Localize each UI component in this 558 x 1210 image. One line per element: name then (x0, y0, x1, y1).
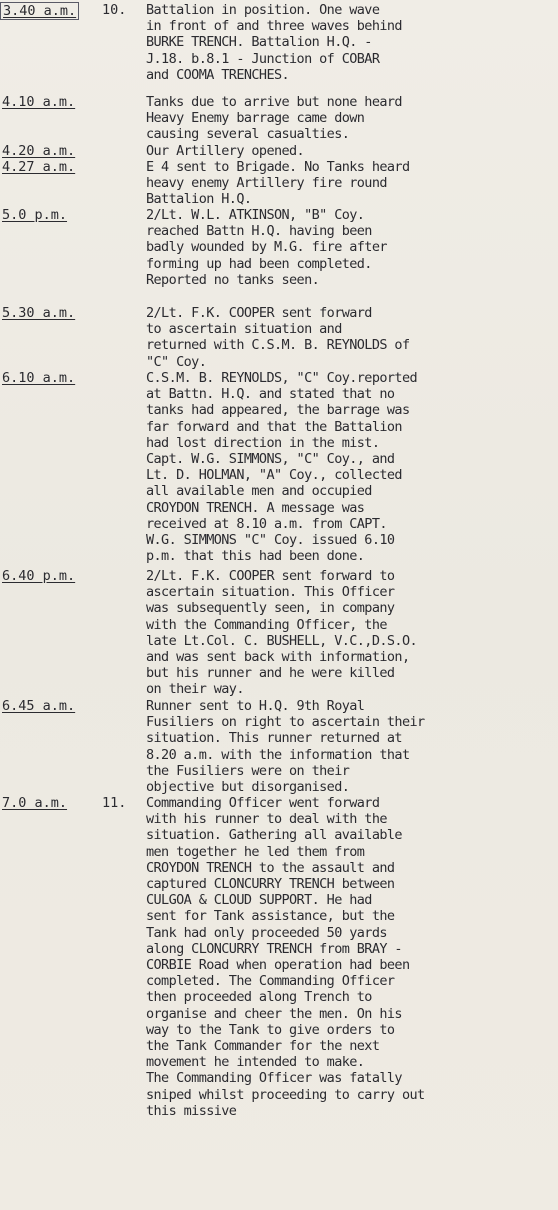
entry-line: to ascertain situation and (146, 321, 342, 338)
entry-line: badly wounded by M.G. fire after (146, 239, 387, 256)
entry-line: Reported no tanks seen. (146, 271, 320, 288)
entry-text (146, 370, 556, 564)
entry-line: ascertain situation. This Officer (146, 584, 395, 601)
entry-line: far forward and that the Battalion (146, 418, 402, 435)
entry-line: on their way. (146, 681, 244, 698)
entry-line: causing several casualties. (146, 126, 350, 143)
entry-line: along CLONCURRY TRENCH from BRAY - (146, 940, 402, 957)
entry-line: CULGOA & CLOUD SUPPORT. He had (146, 892, 372, 909)
entry-line: BURKE TRENCH. Battalion H.Q. - (146, 34, 372, 51)
entry-time: 4.27 a.m. (2, 159, 76, 175)
entry-time: 6.45 a.m. (2, 698, 76, 714)
entry-line: was subsequently seen, in company (146, 600, 395, 617)
entry-line: Tank had only proceeded 50 yards (146, 924, 387, 941)
entry-line: CROYDON TRENCH to the assault and (146, 859, 395, 876)
entry-text (146, 2, 556, 83)
entry-time: 3.40 a.m. (0, 2, 79, 20)
entry-line: received at 8.10 a.m. from CAPT. (146, 515, 387, 532)
entry-time: 6.40 p.m. (2, 568, 76, 584)
entry-line: forming up had been completed. (146, 255, 372, 272)
entry-line: tanks had appeared, the barrage was (146, 402, 410, 419)
entry-text (146, 143, 556, 159)
entry-line: Capt. W.G. SIMMONS, "C" Coy., and (146, 451, 395, 468)
entry-line: J.18. b.8.1 - Junction of COBAR (146, 50, 380, 67)
entry-line: W.G. SIMMONS "C" Coy. issued 6.10 (146, 532, 395, 549)
entry-line: CROYDON TRENCH. A message was (146, 499, 365, 516)
entry-text (146, 159, 556, 208)
entry-line: sniped whilst proceeding to carry out (146, 1086, 425, 1103)
entry-line: CORBIE Road when operation had been (146, 957, 410, 974)
entry-line: and was sent back with information, (146, 649, 410, 666)
entry-line: situation. Gathering all available (146, 827, 402, 844)
entry-line: but his runner and he were killed (146, 665, 395, 682)
entry-line: men together he led them from (146, 843, 365, 860)
entry-line: the Tank Commander for the next (146, 1038, 380, 1055)
entry-line: this missive (146, 1102, 237, 1119)
entry-time: 5.30 a.m. (2, 305, 76, 321)
entry-line: then proceeded along Trench to (146, 989, 372, 1006)
entry-line: objective but disorganised. (146, 779, 350, 796)
entry-line: and COOMA TRENCHES. (146, 66, 290, 83)
entry-line: Heavy Enemy barrage came down (146, 110, 365, 127)
entry-line: organise and cheer the men. On his (146, 1005, 402, 1022)
entry-line: returned with C.S.M. B. REYNOLDS of (146, 337, 410, 354)
entry-text (146, 698, 556, 795)
entry-line: in front of and three waves behind (146, 18, 402, 35)
entry-line: at Battn. H.Q. and stated that no (146, 386, 395, 403)
entry-line: E 4 sent to Brigade. No Tanks heard (146, 159, 410, 175)
entry-line: The Commanding Officer was fatally (146, 1070, 402, 1087)
entry-time: 4.10 a.m. (2, 94, 76, 110)
entry-line: had lost direction in the mist. (146, 434, 380, 451)
entry-line: "C" Coy. (146, 353, 207, 370)
entry-line: with the Commanding Officer, the (146, 616, 387, 633)
entry-line: Battalion H.Q. (146, 191, 252, 208)
entry-line: 2/Lt. F.K. COOPER sent forward to (146, 568, 395, 584)
entry-line: 8.20 a.m. with the information that (146, 746, 410, 763)
entry-line: Fusiliers on right to ascertain their (146, 714, 425, 731)
entry-line: Tanks due to arrive but none heard (146, 94, 402, 110)
entry-line: completed. The Commanding Officer (146, 973, 395, 990)
entry-line: C.S.M. B. REYNOLDS, "C" Coy.reported (146, 370, 417, 386)
entry-line: Commanding Officer went forward (146, 795, 380, 811)
entry-line: Lt. D. HOLMAN, "A" Coy., collected (146, 467, 402, 484)
entry-line: heavy enemy Artillery fire round (146, 175, 387, 192)
entry-line: 2/Lt. W.L. ATKINSON, "B" Coy. (146, 207, 365, 223)
entry-line: 2/Lt. F.K. COOPER sent forward (146, 305, 372, 321)
entry-line: situation. This runner returned at (146, 730, 402, 747)
entry-text (146, 207, 556, 288)
entry-line: reached Battn H.Q. having been (146, 223, 372, 240)
entry-line: Our Artillery opened. (146, 143, 305, 159)
entry-text (146, 94, 556, 143)
entry-line: with his runner to deal with the (146, 811, 387, 828)
entry-line: captured CLONCURRY TRENCH between (146, 876, 395, 893)
entry-line: movement he intended to make. (146, 1054, 365, 1071)
entry-line: all available men and occupied (146, 483, 372, 500)
entry-line: Battalion in position. One wave (146, 2, 380, 18)
entry-text (146, 795, 556, 1119)
entry-text (146, 568, 556, 698)
entry-time: 5.0 p.m. (2, 207, 68, 223)
entry-number: 10. (102, 2, 127, 18)
entry-line: way to the Tank to give orders to (146, 1021, 395, 1038)
entry-line: Runner sent to H.Q. 9th Royal (146, 698, 365, 714)
entry-time: 7.0 a.m. (2, 795, 68, 811)
entry-line: the Fusiliers were on their (146, 762, 350, 779)
entry-time: 4.20 a.m. (2, 143, 76, 159)
entry-line: late Lt.Col. C. BUSHELL, V.C.,D.S.O. (146, 632, 417, 649)
entry-text (146, 305, 556, 370)
entry-time: 6.10 a.m. (2, 370, 76, 386)
entry-number: 11. (102, 795, 127, 811)
entry-line: sent for Tank assistance, but the (146, 908, 395, 925)
entry-line: p.m. that this had been done. (146, 548, 365, 565)
